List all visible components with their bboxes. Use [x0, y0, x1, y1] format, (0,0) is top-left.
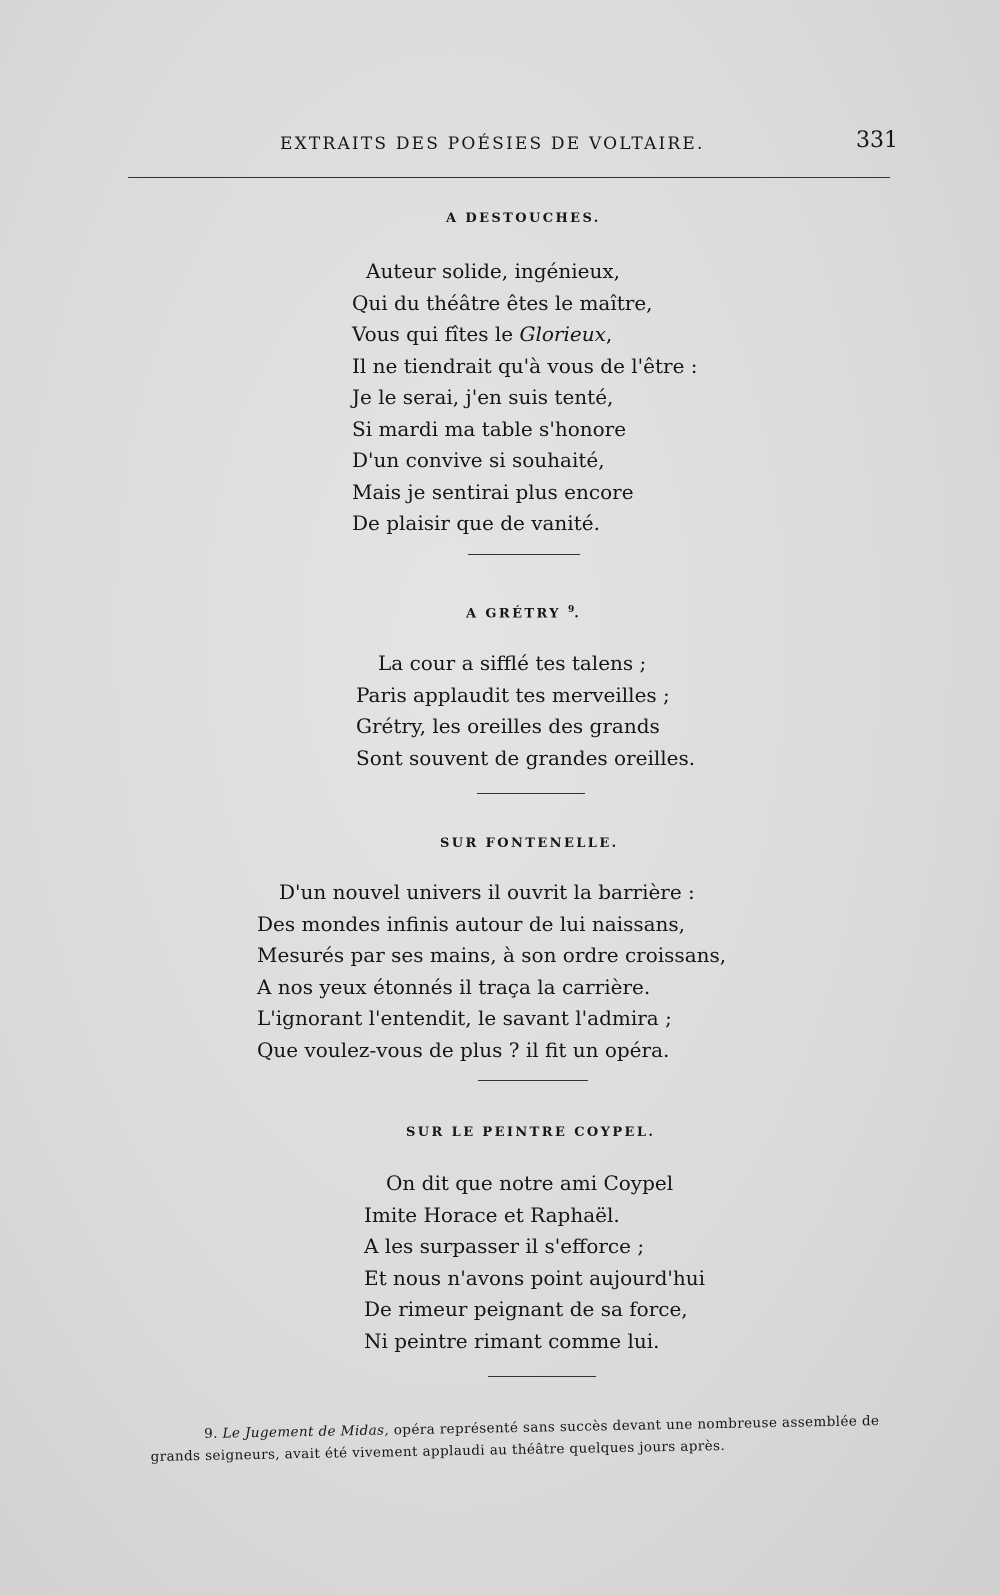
- poem-coypel: [364, 1168, 705, 1357]
- verse-line: Paris applaudit tes merveilles ;: [356, 682, 670, 707]
- verse-line: La cour a sifflé tes talens ;: [378, 651, 647, 675]
- verse-line: Sont souvent de grandes oreilles.: [356, 745, 696, 770]
- verse-line: Que voulez-vous de plus ? il fit un opéra.: [257, 1037, 670, 1062]
- title-punct: .: [574, 606, 582, 622]
- poem-title-gretry: [466, 605, 581, 621]
- poem-title-coypel: SUR LE PEINTRE COYPEL.: [406, 1125, 656, 1140]
- section-separator: [468, 554, 580, 555]
- section-separator: [478, 1080, 588, 1081]
- verse-line: Et nous n'avons point aujourd'hui: [364, 1265, 706, 1290]
- verse-line: De plaisir que de vanité.: [352, 511, 600, 535]
- footnote-line: grands seigneurs, avait été vivement applaudi au théâtre quelques jours après.: [150, 1437, 726, 1465]
- footnote-number: 9.: [204, 1425, 219, 1442]
- verse-punct: ,: [605, 322, 613, 346]
- section-separator: [477, 793, 585, 794]
- poem-gretry: [356, 648, 695, 774]
- title-text: A GRÉTRY: [466, 606, 561, 622]
- verse-line: Mais je sentirai plus encore: [352, 479, 634, 504]
- verse-line: D'un nouvel univers il ouvrit la barrière :: [279, 880, 695, 904]
- verse-line: A nos yeux étonnés il traça la carrière.: [257, 974, 651, 999]
- verse-line: L'ignorant l'entendit, le savant l'admira ;: [257, 1006, 672, 1030]
- verse-line: [352, 319, 698, 351]
- verse-line: Je le serai, j'en suis tenté,: [352, 385, 614, 409]
- verse-line: D'un convive si souhaité,: [352, 448, 605, 472]
- poem-title-fontenelle: SUR FONTENELLE.: [440, 836, 619, 851]
- running-header: EXTRAITS DES POÉSIES DE VOLTAIRE.: [280, 134, 705, 154]
- verse-line: A les surpasser il s'efforce ;: [364, 1234, 645, 1258]
- verse-line: Mesurés par ses mains, à son ordre croissans,: [257, 943, 727, 967]
- verse-line: Ni peintre rimant comme lui.: [364, 1328, 660, 1353]
- verse-line: Auteur solide, ingénieux,: [366, 259, 620, 283]
- poem-fontenelle: [257, 877, 726, 1066]
- poem-destouches: [352, 256, 698, 540]
- header-rule: [128, 177, 890, 178]
- footnote-text: opéra représenté sans succès devant une nombreuse assemblée de: [388, 1412, 880, 1439]
- verse-line: Imite Horace et Raphaël.: [364, 1202, 620, 1227]
- section-separator: [488, 1376, 596, 1377]
- verse-line: Il ne tiendrait qu'à vous de l'être :: [352, 353, 698, 378]
- footnote-ref: 9: [567, 605, 575, 615]
- verse-line: Si mardi ma table s'honore: [352, 416, 627, 441]
- footnote: [150, 1410, 880, 1468]
- verse-line: Des mondes infinis autour de lui naissans,: [257, 911, 686, 936]
- verse-line: Qui du théâtre êtes le maître,: [352, 290, 653, 315]
- verse-line: On dit que notre ami Coypel: [386, 1171, 674, 1195]
- footnote-work-title: Le Jugement de Midas,: [222, 1422, 390, 1442]
- poem-title-destouches: A DESTOUCHES.: [446, 211, 601, 226]
- verse-line: Grétry, les oreilles des grands: [356, 714, 660, 738]
- play-title-glorieux: Glorieux: [519, 322, 606, 346]
- verse-line: De rimeur peignant de sa force,: [364, 1297, 688, 1321]
- verse-text: Vous qui fîtes le: [352, 322, 520, 346]
- page-number: 331: [856, 128, 898, 153]
